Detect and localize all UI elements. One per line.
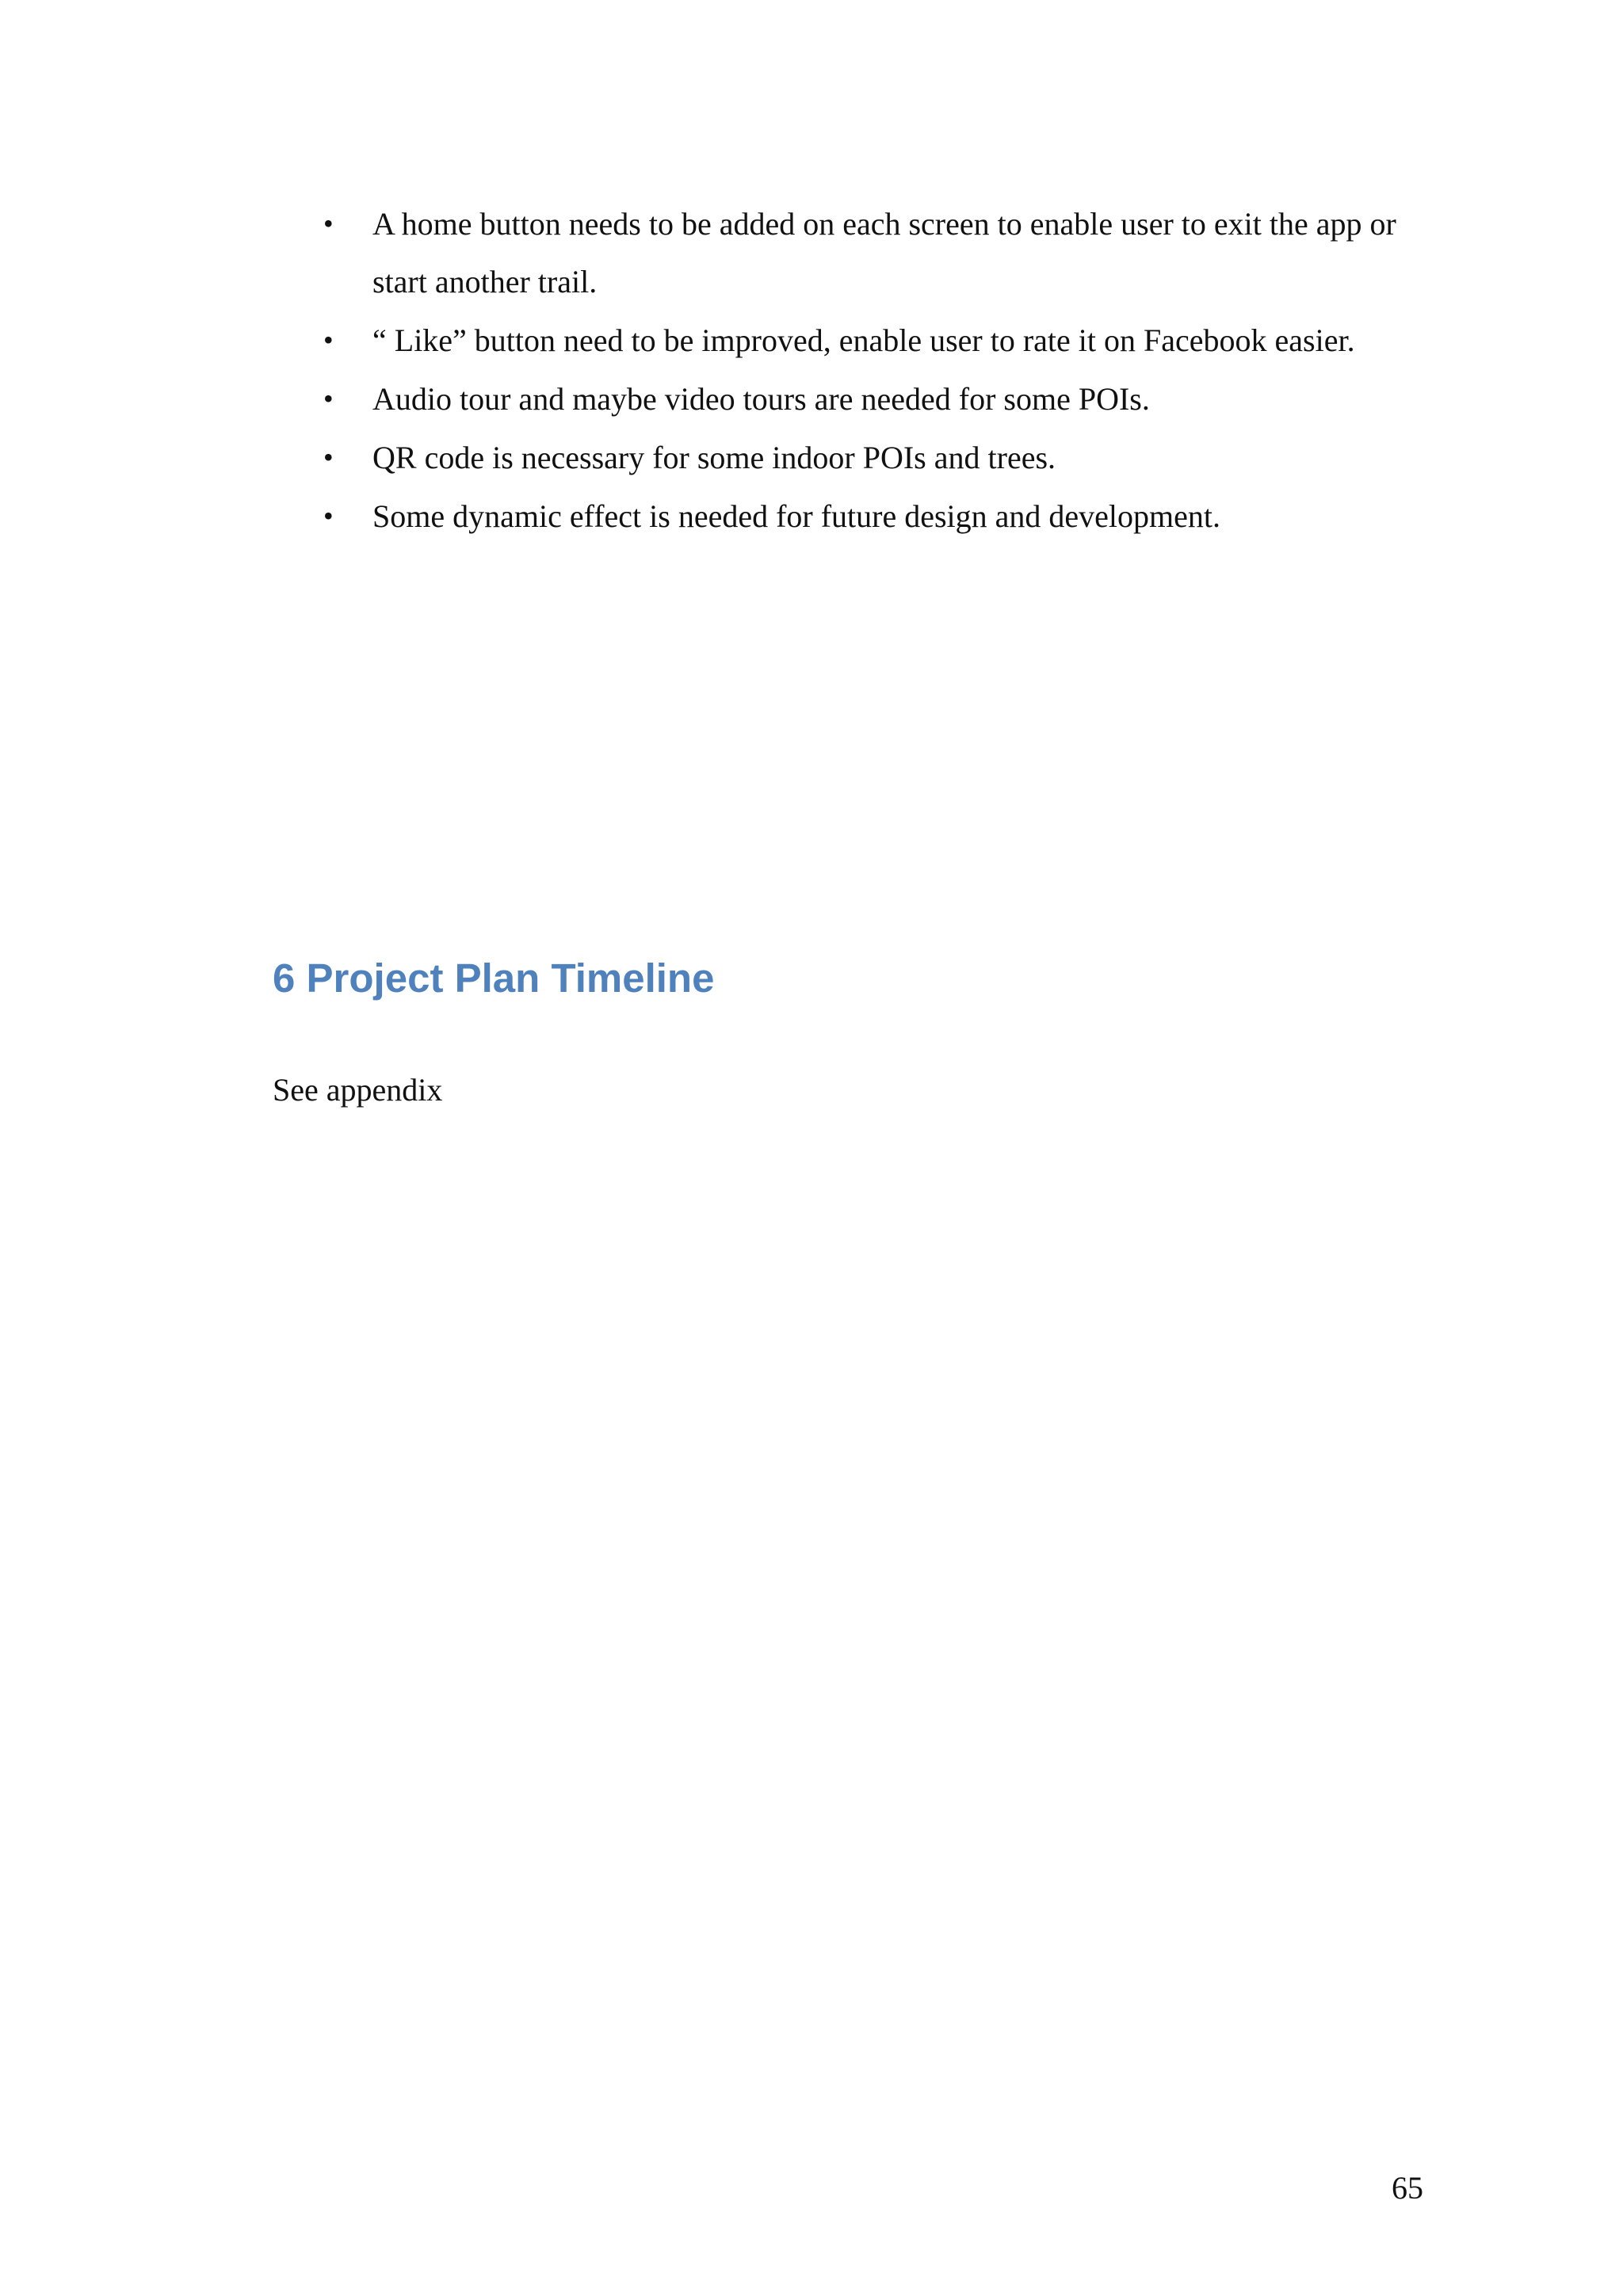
list-item — [317, 311, 1442, 369]
bullet-icon: • — [323, 324, 334, 356]
list-item-text: A home button needs to be added on each screen to enable user to exit the app or start another trail. — [372, 206, 1396, 299]
section-heading: 6 Project Plan Timeline — [273, 955, 715, 1001]
list-item-text: QR code is necessary for some indoor POIs and trees. — [372, 440, 1056, 475]
list-item-text: Audio tour and maybe video tours are needed for some POIs. — [372, 381, 1150, 417]
page-number: 65 — [1392, 2170, 1423, 2206]
bullet-icon: • — [323, 441, 334, 473]
bullet-icon: • — [323, 500, 334, 532]
list-item — [317, 370, 1442, 428]
list-item — [317, 487, 1442, 545]
list-item-text: Some dynamic effect is needed for future design and development. — [372, 498, 1221, 534]
list-item — [317, 195, 1442, 311]
bullet-icon: • — [323, 208, 334, 239]
recommendations-list — [317, 195, 1442, 546]
list-item — [317, 429, 1442, 486]
section-body-text: See appendix — [273, 1072, 443, 1108]
bullet-icon: • — [323, 383, 334, 414]
list-item-text: “ Like” button need to be improved, enable user to rate it on Facebook easier. — [372, 322, 1355, 358]
